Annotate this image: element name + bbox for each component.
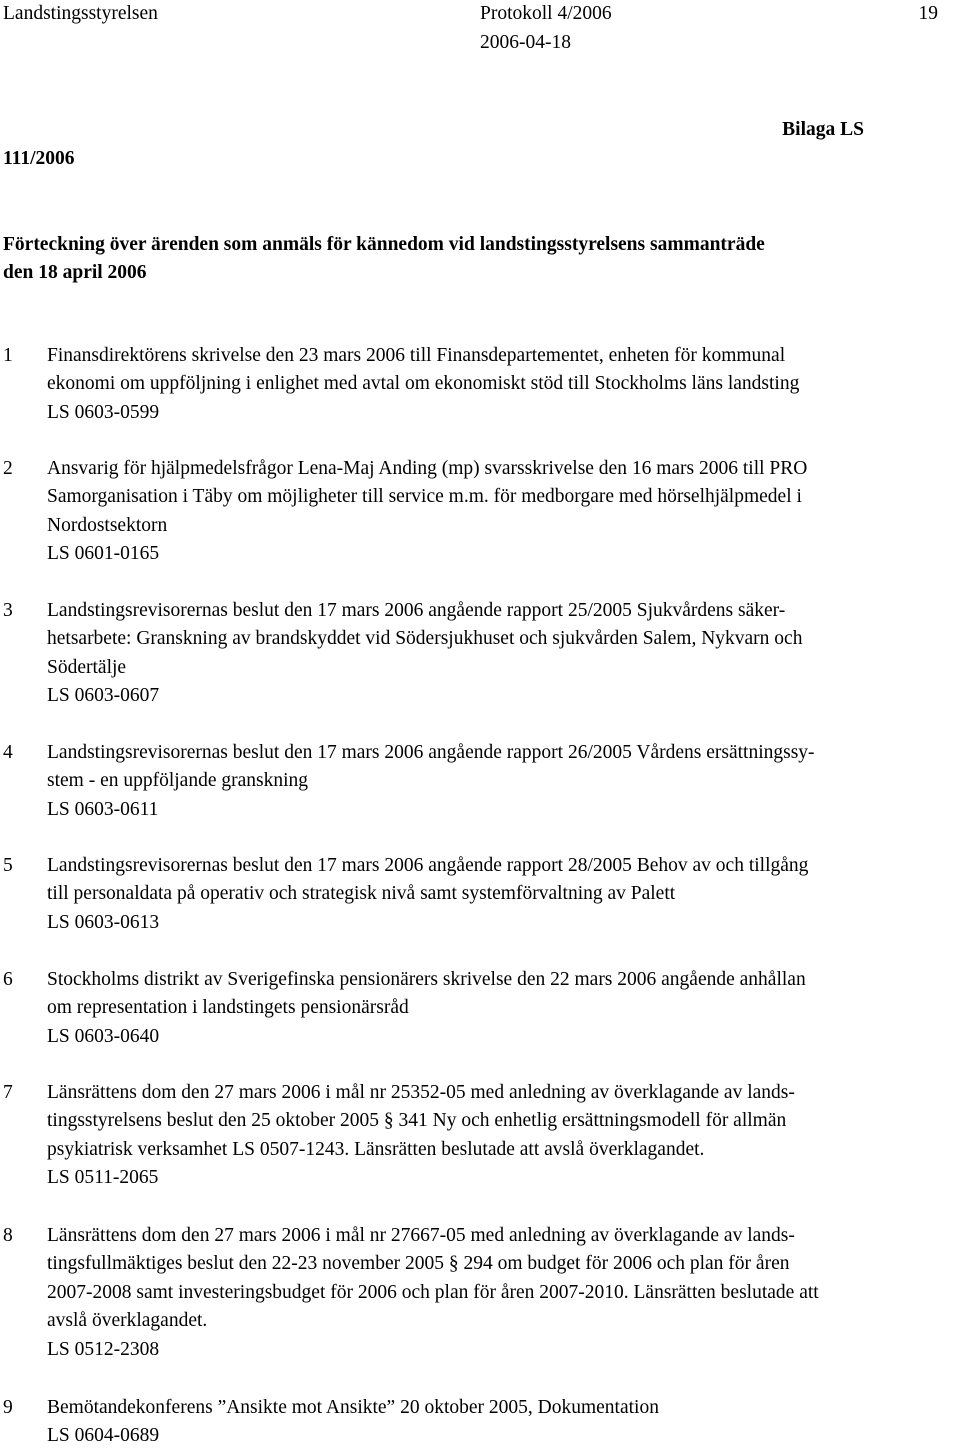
item-line: Samorganisation i Täby om möjligheter till service m.m. för medborgare med hörselhjälpmedel i <box>47 486 802 508</box>
item-line: stem - en uppföljande granskning <box>47 770 309 792</box>
list-item <box>0 455 960 569</box>
item-line: Länsrättens dom den 27 mars 2006 i mål nr 27667-05 med anledning av överklagande av lands- <box>47 1225 795 1246</box>
item-line: tingsfullmäktiges beslut den 22-23 november 2005 § 294 om budget för 2006 och plan för åren <box>47 1253 790 1275</box>
item-line: Södertälje <box>47 656 127 678</box>
item-number: 2 <box>3 458 13 479</box>
list-item <box>0 1079 960 1193</box>
item-line: Ansvarig för hjälpmedelsfrågor Lena-Maj Anding (mp) svarsskrivelse den 16 mars 2006 till PRO <box>47 458 808 479</box>
item-number: 7 <box>3 1082 13 1103</box>
list-item <box>0 597 960 711</box>
item-line: Landstingsrevisorernas beslut den 17 mars 2006 angående rapport 28/2005 Behov av och tillgång <box>47 855 809 876</box>
item-number: 8 <box>3 1225 13 1246</box>
item-number: 1 <box>3 345 13 366</box>
item-reference: LS 0511-2065 <box>47 1167 159 1189</box>
item-line: Stockholms distrikt av Sverigefinska pensionärers skrivelse den 22 mars 2006 angående anhållan <box>47 969 806 990</box>
item-line: om representation i landstingets pensionärsråd <box>47 997 409 1019</box>
item-line: Landstingsrevisorernas beslut den 17 mars 2006 angående rapport 26/2005 Vårdens ersättningssy- <box>47 742 815 763</box>
item-line: Finansdirektörens skrivelse den 23 mars 2006 till Finansdepartementet, enheten för kommunal <box>47 345 786 366</box>
document-number: 111/2006 <box>3 148 75 169</box>
list-item <box>0 1222 960 1364</box>
list-item <box>0 342 960 427</box>
item-number: 9 <box>3 1397 13 1418</box>
header-date: 2006-04-18 <box>480 32 571 53</box>
title-line: den 18 april 2006 <box>3 262 147 284</box>
item-reference: LS 0603-0613 <box>47 911 160 933</box>
item-line: avslå överklagandet. <box>47 1310 208 1332</box>
item-line: Landstingsrevisorernas beslut den 17 mars 2006 angående rapport 25/2005 Sjukvårdens säker- <box>47 600 786 621</box>
title-line: Förteckning över ärenden som anmäls för kännedom vid landstingsstyrelsens sammanträde <box>3 234 765 255</box>
item-reference: LS 0603-0640 <box>47 1025 160 1047</box>
item-line: 2007-2008 samt investeringsbudget för 2006 och plan för åren 2007-2010. Länsrätten beslutade att <box>47 1281 819 1303</box>
item-number: 3 <box>3 600 13 621</box>
list-item <box>0 852 960 937</box>
header-organization: Landstingsstyrelsen <box>3 3 158 24</box>
item-number: 4 <box>3 742 13 763</box>
item-line: Länsrättens dom den 27 mars 2006 i mål nr 25352-05 med anledning av överklagande av lands- <box>47 1082 795 1103</box>
document-title <box>3 231 948 288</box>
list-item <box>0 966 960 1051</box>
item-reference: LS 0604-0689 <box>47 1425 160 1447</box>
item-reference: LS 0603-0611 <box>47 798 159 820</box>
item-line: ekonomi om uppföljning i enlighet med avtal om ekonomiskt stöd till Stockholms läns landsting <box>47 373 800 395</box>
item-reference: LS 0512-2308 <box>47 1338 160 1360</box>
item-number: 5 <box>3 855 13 876</box>
header-protocol: Protokoll 4/2006 <box>480 3 612 24</box>
page-number: 19 <box>918 3 938 24</box>
item-reference: LS 0601-0165 <box>47 543 160 565</box>
item-reference: LS 0603-0599 <box>47 401 160 423</box>
item-line: till personaldata på operativ och strategisk nivå samt systemförvaltning av Palett <box>47 883 676 905</box>
attachment-label: Bilaga LS <box>782 119 864 140</box>
list-item <box>0 739 960 824</box>
item-reference: LS 0603-0607 <box>47 685 160 707</box>
list-item <box>0 1394 960 1451</box>
item-line: Nordostsektorn <box>47 514 168 536</box>
item-number: 6 <box>3 969 13 990</box>
item-line: tingsstyrelsens beslut den 25 oktober 2005 § 341 Ny och enhetlig ersättningsmodell för allmän <box>47 1110 787 1132</box>
item-line: psykiatrisk verksamhet LS 0507-1243. Länsrätten beslutade att avslå överklagandet. <box>47 1138 705 1160</box>
item-line: Bemötandekonferens ”Ansikte mot Ansikte” 20 oktober 2005, Dokumentation <box>47 1397 659 1418</box>
item-line: hetsarbete: Granskning av brandskyddet vid Södersjukhuset och sjukvården Salem, Nykvarn och <box>47 628 803 650</box>
